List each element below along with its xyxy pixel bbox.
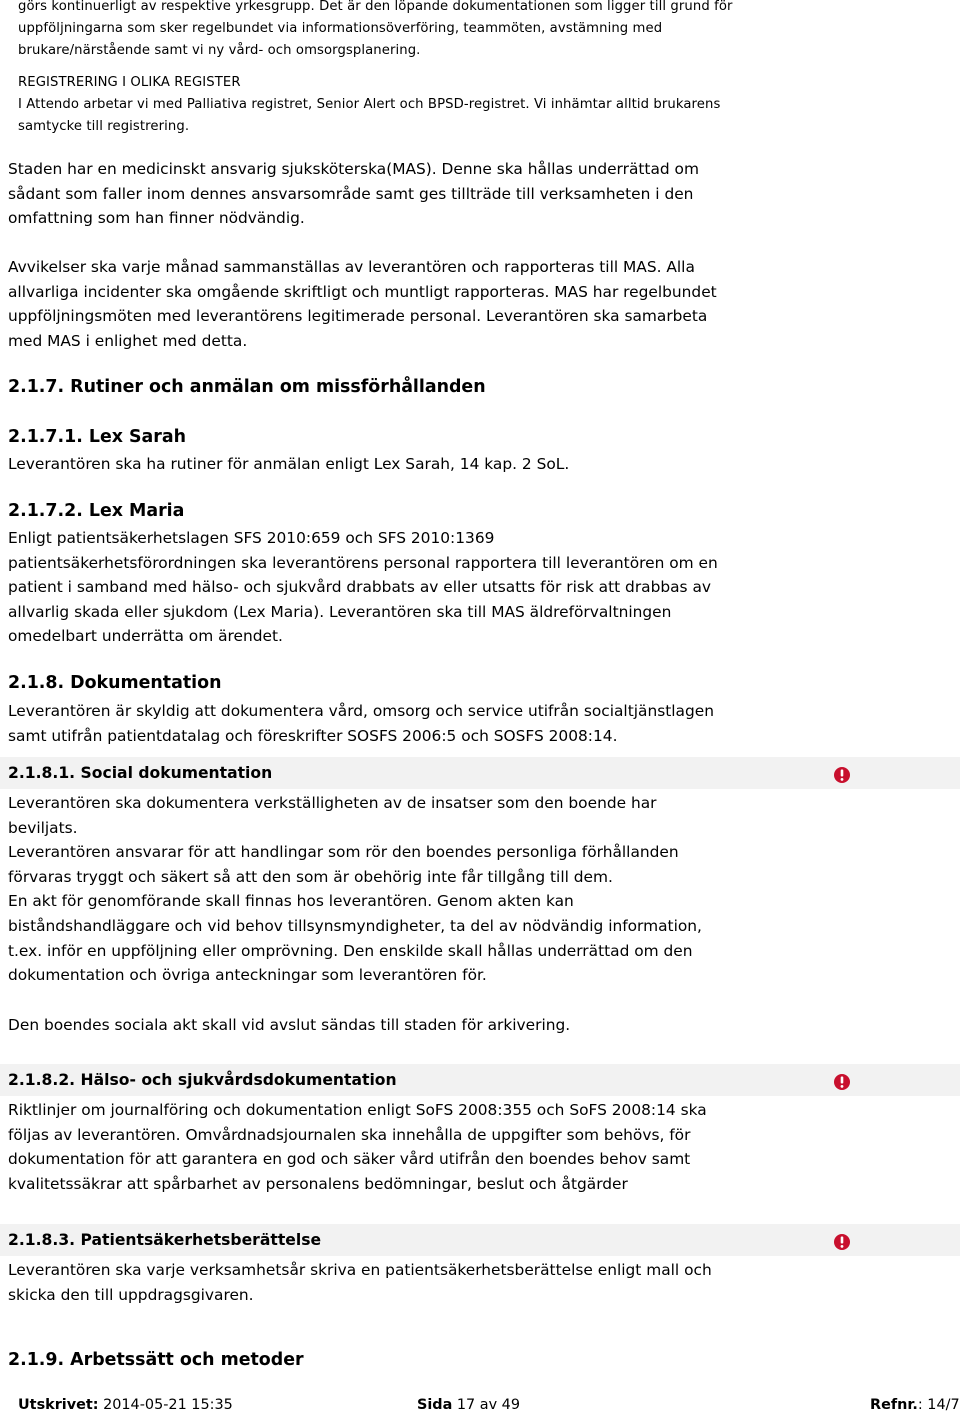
register-title: REGISTRERING I OLIKA REGISTER — [18, 75, 241, 90]
mas-line: Staden har en medicinskt ansvarig sjuksköterska(MAS). Denne ska hållas underrättad om — [8, 160, 699, 178]
health-documentation-paragraph — [8, 1098, 707, 1196]
deviations-line: allvarliga incidenter ska omgående skriftligt och muntligt rapporteras. MAS har regelbundet — [8, 282, 717, 301]
lex-maria-line: omedelbart underrätta om ärendet. — [8, 627, 283, 646]
footer-printed — [18, 1394, 233, 1416]
section-2-1-7-1-heading: 2.1.7.1. Lex Sarah — [8, 427, 186, 447]
mas-line: omfattning som han finner nödvändig. — [8, 209, 305, 228]
alert-icon[interactable] — [833, 1073, 851, 1091]
deviations-line: med MAS i enlighet med detta. — [8, 331, 248, 350]
footer-page-value: 17 av 49 — [456, 1397, 520, 1413]
register-block — [18, 72, 720, 138]
social-doc-line: förvaras tryggt och säkert så att den som är obehörig inte får tillgång till dem. — [8, 867, 613, 886]
footer-ref-value: : 14/7 — [917, 1397, 960, 1413]
mas-paragraph — [8, 157, 699, 231]
lex-maria-line: patient i samband med hälso- och sjukvård drabbats av eller utsatts för risk att drabbas av — [8, 578, 712, 597]
footer-page — [417, 1394, 520, 1416]
documentation-paragraph — [8, 699, 714, 748]
health-doc-line: Riktlinjer om journalföring och dokumentation enligt SoFS 2008:355 och SoFS 2008:14 ska — [8, 1101, 707, 1119]
lex-maria-line: patientsäkerhetsförordningen ska leverantörens personal rapportera till leverantören om en — [8, 553, 718, 572]
social-doc-line: dokumentation och övriga anteckningar som leverantören för. — [8, 966, 487, 985]
lex-maria-line: Enligt patientsäkerhetslagen SFS 2010:659 och SFS 2010:1369 — [8, 529, 495, 547]
alert-icon[interactable] — [833, 1233, 851, 1251]
intro-line: brukare/närstående samt vi ny vård- och omsorgsplanering. — [18, 43, 421, 58]
lex-maria-line: allvarlig skada eller sjukdom (Lex Maria). Leverantören ska till MAS äldreförvaltningen — [8, 602, 672, 621]
deviations-line: uppföljningsmöten med leverantörens legitimerade personal. Leverantören ska samarbeta — [8, 307, 708, 326]
social-documentation-paragraph — [8, 791, 702, 988]
intro-line: uppföljningarna som sker regelbundet via informationsöverföring, teammöten, avstämning med — [18, 21, 663, 36]
alert-icon[interactable] — [833, 766, 851, 784]
social-doc-line: t.ex. inför en uppföljning eller omprövning. Den enskilde skall hållas underrättad om den — [8, 941, 693, 960]
section-2-1-8-heading: 2.1.8. Dokumentation — [8, 673, 222, 693]
section-2-1-8-1-heading: 2.1.8.1. Social dokumentation — [8, 764, 273, 782]
deviations-line: Avvikelser ska varje månad sammanställas av leverantören och rapporteras till MAS. Alla — [8, 258, 695, 276]
social-doc-line: Leverantören ska dokumentera verkställigheten av de insatser som den boende har — [8, 794, 657, 812]
lex-sarah-line: Leverantören ska ha rutiner för anmälan enligt Lex Sarah, 14 kap. 2 SoL. — [8, 455, 570, 473]
section-2-1-8-3-heading: 2.1.8.3. Patientsäkerhetsberättelse — [8, 1231, 322, 1249]
register-line: I Attendo arbetar vi med Palliativa registret, Senior Alert och BPSD-registret. Vi inhämtar alltid brukarens — [18, 97, 721, 112]
intro-line: görs kontinuerligt av respektive yrkesgrupp. Det är den löpande dokumentationen som ligger till grund för — [18, 0, 733, 14]
footer-ref-label: Refnr. — [870, 1397, 918, 1413]
lex-maria-paragraph — [8, 526, 718, 649]
section-2-1-8-2-heading: 2.1.8.2. Hälso- och sjukvårdsdokumentation — [8, 1071, 397, 1089]
patient-safety-line: Leverantören ska varje verksamhetsår skriva en patientsäkerhetsberättelse enligt mall och — [8, 1261, 712, 1279]
register-line: samtycke till registrering. — [18, 119, 190, 134]
social-doc-line: biståndshandläggare och vid behov tillsynsmyndigheter, ta del av nödvändig information, — [8, 916, 702, 935]
section-2-1-9-heading: 2.1.9. Arbetssätt och metoder — [8, 1350, 304, 1370]
deviations-paragraph — [8, 255, 717, 353]
health-doc-line: dokumentation för att garantera en god och säker vård utifrån den boendes behov samt — [8, 1150, 691, 1169]
footer-printed-value: 2014-05-21 15:35 — [103, 1397, 233, 1413]
intro-paragraph — [18, 0, 733, 62]
social-doc-line: En akt för genomförande skall finnas hos leverantören. Genom akten kan — [8, 892, 574, 911]
social-doc-archive-paragraph — [8, 1013, 570, 1038]
social-doc-archive-line: Den boendes sociala akt skall vid avslut sändas till staden för arkivering. — [8, 1016, 571, 1034]
lex-sarah-paragraph — [8, 452, 569, 477]
documentation-line: samt utifrån patientdatalag och föreskrifter SOSFS 2006:5 och SOSFS 2008:14. — [8, 726, 618, 745]
footer-printed-label: Utskrivet: — [18, 1397, 99, 1413]
footer-ref — [870, 1394, 960, 1416]
section-2-1-7-2-heading: 2.1.7.2. Lex Maria — [8, 501, 185, 521]
documentation-line: Leverantören är skyldig att dokumentera vård, omsorg och service utifrån socialtjänstlagen — [8, 702, 714, 720]
footer-page-label: Sida — [417, 1397, 453, 1413]
patient-safety-line: skicka den till uppdragsgivaren. — [8, 1285, 254, 1304]
section-2-1-7-heading: 2.1.7. Rutiner och anmälan om missförhållanden — [8, 377, 486, 397]
mas-line: sådant som faller inom dennes ansvarsområde samt ges tillträde till verksamheten i den — [8, 184, 694, 203]
social-doc-line: Leverantören ansvarar för att handlingar som rör den boendes personliga förhållanden — [8, 843, 679, 862]
patient-safety-paragraph — [8, 1258, 712, 1307]
social-doc-line: beviljats. — [8, 818, 78, 837]
health-doc-line: följas av leverantören. Omvårdnadsjournalen ska innehålla de uppgifter som behövs, för — [8, 1125, 691, 1144]
health-doc-line: kvalitetssäkrar att spårbarhet av personalens bedömningar, beslut och åtgärder — [8, 1174, 628, 1193]
